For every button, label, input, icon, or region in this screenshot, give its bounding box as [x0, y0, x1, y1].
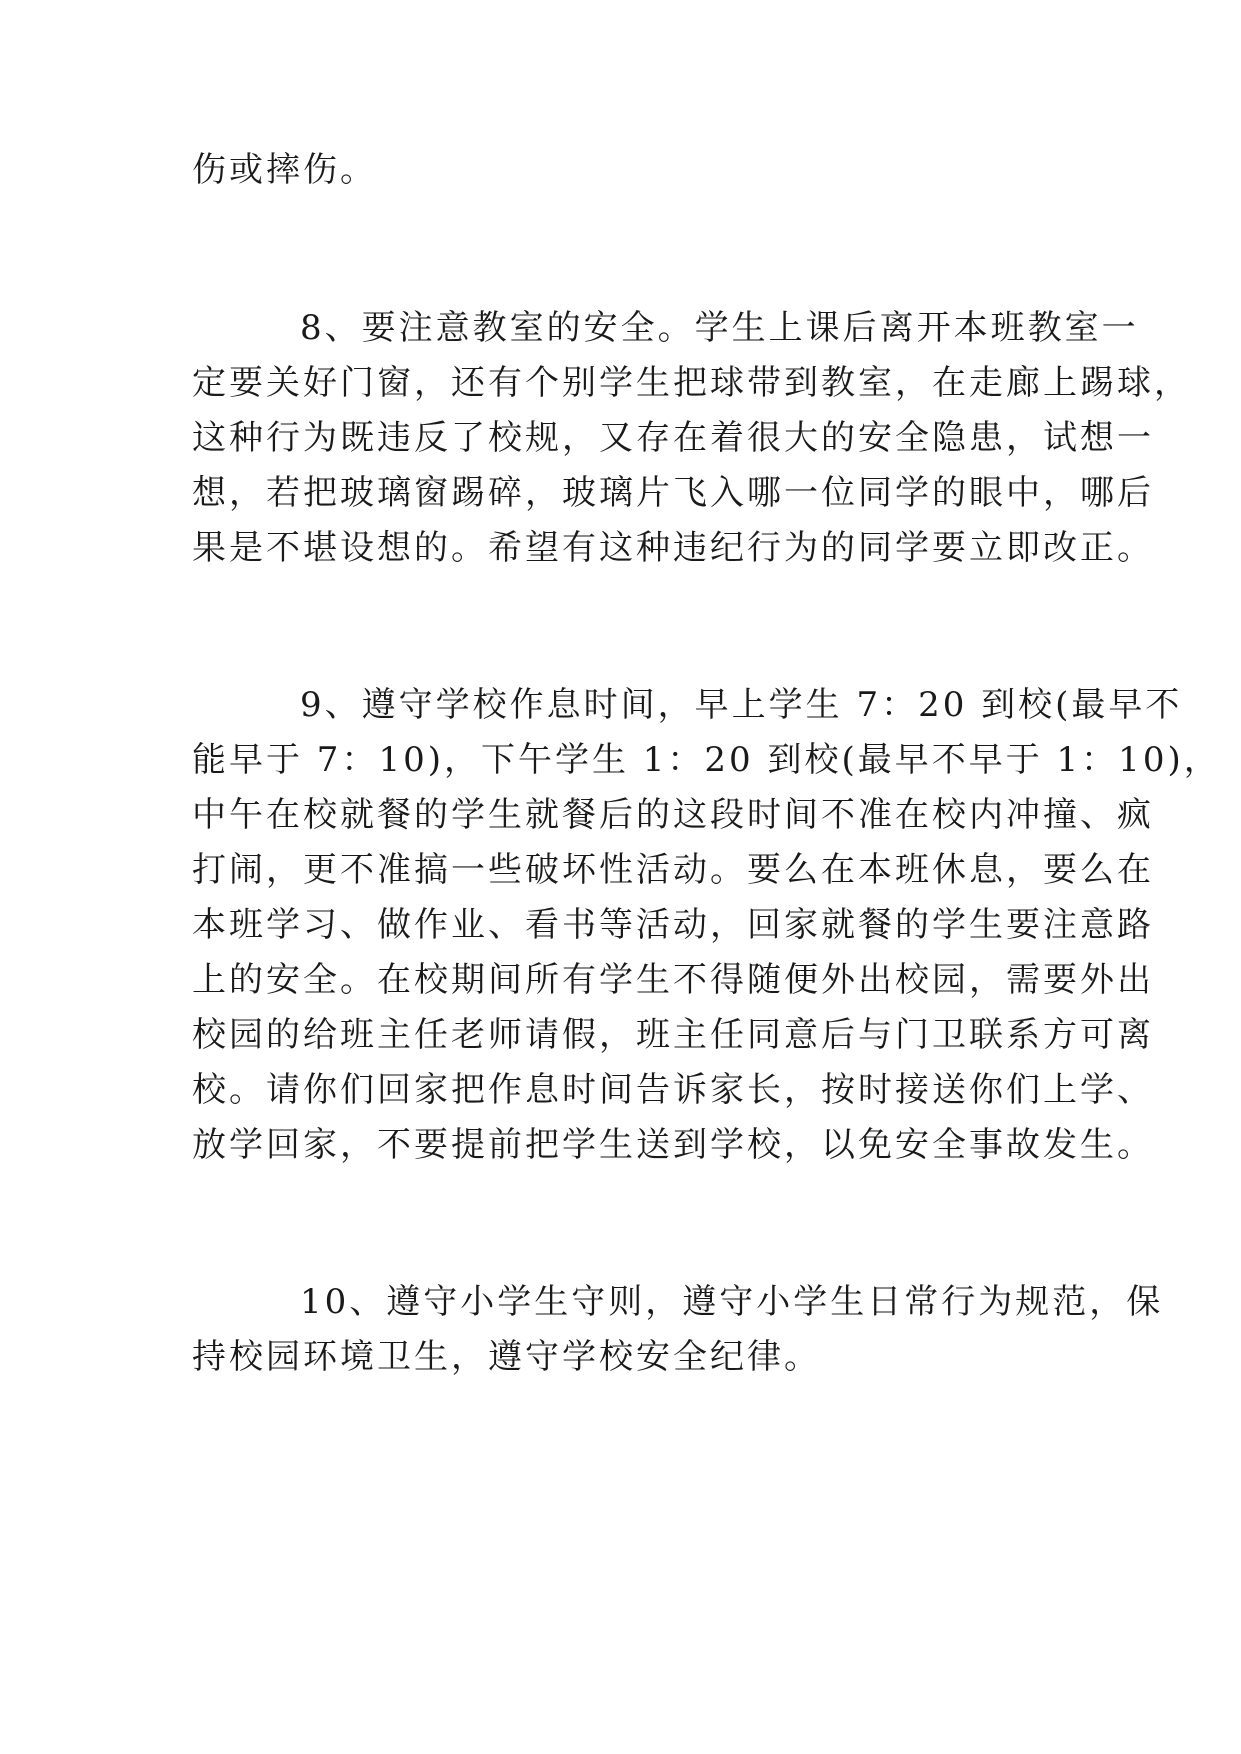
paragraph-10-line-2: 持校园环境卫生，遵守学校安全纪律。 [192, 1337, 821, 1377]
paragraph-10-line-1: 10、遵守小学生守则，遵守小学生日常行为规范，保 [300, 1282, 1164, 1322]
paragraph-8-line-5: 果是不堪设想的。希望有这种违纪行为的同学要立即改正。 [192, 528, 1154, 568]
paragraph-9-line-6: 上的安全。在校期间所有学生不得随便外出校园，需要外出 [192, 960, 1154, 1000]
paragraph-9-line-1: 9、遵守学校作息时间，早上学生 7：20 到校(最早不 [300, 685, 1183, 725]
paragraph-8-line-2: 定要关好门窗，还有个别学生把球带到教室，在走廊上踢球， [192, 363, 1191, 403]
paragraph-9-line-2: 能早于 7：10)，下午学生 1：20 到校(最早不早于 1：10)， [192, 740, 1221, 780]
paragraph-9-line-8: 校。请你们回家把作息时间告诉家长，按时接送你们上学、 [192, 1070, 1154, 1110]
paragraph-9-line-7: 校园的给班主任老师请假，班主任同意后与门卫联系方可离 [192, 1015, 1154, 1055]
paragraph-7-line-end: 伤或摔伤。 [192, 150, 377, 190]
paragraph-8-line-4: 想，若把玻璃窗踢碎，玻璃片飞入哪一位同学的眼中，哪后 [192, 473, 1154, 513]
paragraph-9-line-3: 中午在校就餐的学生就餐后的这段时间不准在校内冲撞、疯 [192, 795, 1154, 835]
paragraph-9-line-5: 本班学习、做作业、看书等活动，回家就餐的学生要注意路 [192, 905, 1154, 945]
paragraph-9-line-9: 放学回家，不要提前把学生送到学校，以免安全事故发生。 [192, 1125, 1154, 1165]
paragraph-8-line-1: 8、要注意教室的安全。学生上课后离开本班教室一 [300, 308, 1139, 348]
paragraph-9-line-4: 打闹，更不准搞一些破坏性活动。要么在本班休息，要么在 [192, 850, 1154, 890]
paragraph-8-line-3: 这种行为既违反了校规，又存在着很大的安全隐患，试想一 [192, 418, 1154, 458]
